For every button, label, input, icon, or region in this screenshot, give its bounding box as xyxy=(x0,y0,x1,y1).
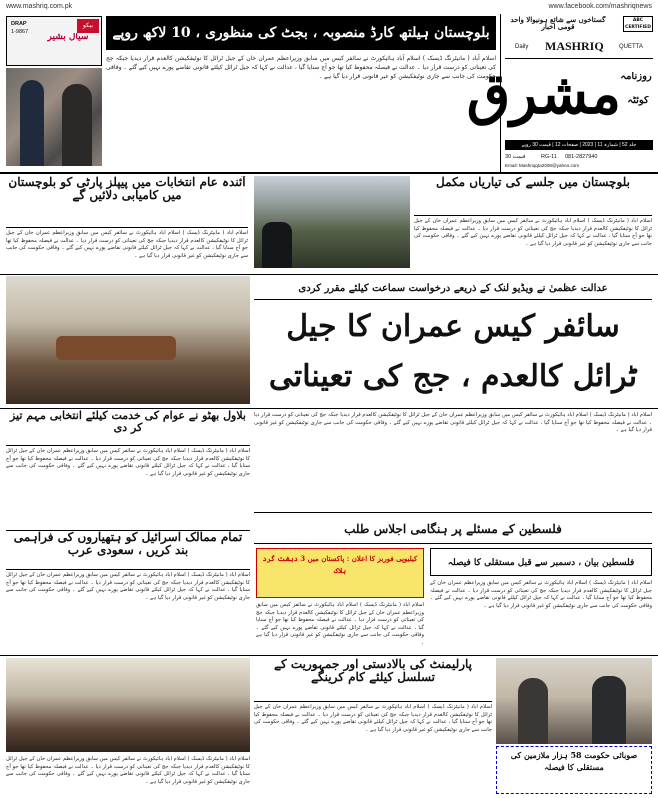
main-lead-headline: عدالت عظمیٰ نے ویڈیو لنک کے ذریعے درخواست سماعت کیلئے مقرر کردی xyxy=(254,278,652,300)
bottom-right-headline: صوبائی حکومت 58 ہزار ملازمین کی مستقلی کا فیصلہ xyxy=(496,746,652,794)
mid-lower-headline-2: پارلیمنٹ کی بالادستی اور جمہوریت کے تسلسل کیلئے کام کرینگے xyxy=(254,658,492,702)
office-photo xyxy=(6,658,250,752)
ad-brand: سیال بشیر xyxy=(47,33,89,42)
top-story-body: اسلام آباد ( مانیٹرنگ ڈیسک ) اسلام آباد ہائیکورٹ نے سائفر کیس میں سابق وزیراعظم عمران خان کے جیل ٹرائل کا نوٹیفکیشن کالعدم قرار دیدیا جبکہ جج کی تعیناتی کو درست قرار دیا ۔ عدالت نے فیصلہ محفوظ کیا تھا جو آج سنایا گیا ، عدالت نے کہا کہ جیل ٹرائل کیلئے قانونی تقاضے پورے نہیں کیے گئے ۔ وفاقی حکومت کی جانب سے جاری نوٹیفکیشن کو غیر قانونی قرار دیا گیا ہے ۔ xyxy=(106,55,496,80)
alert-box: کیلیوپی فوربز کا اعلان : پاکستان میں 3 دہشت گرد ہلاک xyxy=(256,548,424,598)
mid-lower-headline: فلسطین کے مسئلے پر ہنگامی اجلاس طلب xyxy=(254,512,652,544)
left-lower-headline: بلاول بھٹو نے عوام کی خدمت کیلئے انتخابی مہم تیز کر دی xyxy=(6,410,250,446)
mid-body: اسلام آباد ( مانیٹرنگ ڈیسک ) اسلام آباد ہائیکورٹ نے سائفر کیس میں سابق وزیراعظم عمران خان کے جیل ٹرائل کا نوٹیفکیشن کالعدم قرار دیدیا جبکہ جج کی تعیناتی کو درست قرار دیا ۔ عدالت نے فیصلہ محفوظ کیا تھا جو آج سنایا گیا ، عدالت نے کہا کہ جیل ٹرائل کیلئے قانونی تقاضے پورے نہیں کیے گئے ۔ وفاقی حکومت کی جانب سے جاری نوٹیفکیشن کو غیر قانونی قرار دیا گیا ہے ۔ xyxy=(256,602,424,646)
meeting-table xyxy=(56,336,176,360)
ad-reg: 1-9867 xyxy=(11,29,29,35)
bottom-mid-body: اسلام آباد ( مانیٹرنگ ڈیسک ) اسلام آباد ہائیکورٹ نے سائفر کیس میں سابق وزیراعظم عمران خان کے جیل ٹرائل کا نوٹیفکیشن کالعدم قرار دیدیا جبکہ جج کی تعیناتی کو درست قرار دیا ۔ عدالت نے فیصلہ محفوظ کیا تھا جو آج سنایا گیا ، عدالت نے کہا کہ جیل ٹرائل کیلئے قانونی تقاضے پورے نہیں کیے گئے ۔ وفاقی حکومت کی جانب سے جاری نوٹیفکیشن کو غیر قانونی قرار دیا گیا ہے ۔ xyxy=(254,704,492,733)
email-label[interactable]: Email: Mashriqqta2008@yahoo.com xyxy=(505,163,580,168)
price-label: قیمت 30 xyxy=(505,154,526,160)
meeting-photo xyxy=(6,276,250,404)
prefix: روزنامہ xyxy=(620,72,652,82)
main-headline: سائفر کیس عمران کا جیل ٹرائل کالعدم ، جج کی تعیناتی xyxy=(268,309,638,394)
main-story-body: اسلام آباد ( مانیٹرنگ ڈیسک ) اسلام آباد ہائیکورٹ نے سائفر کیس میں سابق وزیراعظم عمران خان کے جیل ٹرائل کا نوٹیفکیشن کالعدم قرار دیدیا جبکہ جج کی تعیناتی کو درست قرار دیا ۔ عدالت نے فیصلہ محفوظ کیا تھا جو آج سنایا گیا ، عدالت نے کہا کہ جیل ٹرائل کیلئے قانونی تقاضے پورے نہیں کیے گئے ۔ وفاقی حکومت کی جانب سے جاری نوٹیفکیشن کو غیر قانونی قرار دیا گیا ہے ۔ xyxy=(254,412,652,434)
handshake-photo xyxy=(6,68,102,166)
english-daily: Daily xyxy=(515,44,529,50)
masthead-city: کوئٹہ xyxy=(627,96,649,106)
divider xyxy=(505,58,653,59)
left-lower-body: اسلام آباد ( مانیٹرنگ ڈیسک ) اسلام آباد ہائیکورٹ نے سائفر کیس میں سابق وزیراعظم عمران خان کے جیل ٹرائل کا نوٹیفکیشن کالعدم قرار دیدیا جبکہ جج کی تعیناتی کو درست قرار دیا ۔ عدالت نے فیصلہ محفوظ کیا تھا جو آج سنایا گیا ، عدالت نے کہا کہ جیل ٹرائل کیلئے قانونی تقاضے پورے نہیں کیے گئے ۔ وفاقی حکومت کی جانب سے جاری نوٹیفکیشن کو غیر قانونی قرار دیا گیا ہے ۔ xyxy=(6,448,250,477)
left-lower-headline-2: تمام ممالک اسرائیل کو ہتھیاروں کی فراہمی بند کریں ، سعودی عرب xyxy=(6,530,250,570)
leaders-photo xyxy=(496,658,652,744)
masthead xyxy=(466,14,656,172)
rally-photo xyxy=(254,176,410,268)
abc-badge: ABC CERTIFIED xyxy=(623,16,653,32)
left-mid-body: اسلام آباد ( مانیٹرنگ ڈیسک ) اسلام آباد ہائیکورٹ نے سائفر کیس میں سابق وزیراعظم عمران خان کے جیل ٹرائل کا نوٹیفکیشن کالعدم قرار دیدیا جبکہ جج کی تعیناتی کو درست قرار دیا ۔ عدالت نے فیصلہ محفوظ کیا تھا جو آج سنایا گیا ، عدالت نے کہا کہ جیل ٹرائل کیلئے قانونی تقاضے پورے نہیں کیے گئے ۔ وفاقی حکومت کی جانب سے جاری نوٹیفکیشن کو غیر قانونی قرار دیا گیا ہے ۔ xyxy=(6,230,248,259)
top-bar xyxy=(0,0,658,13)
right-mid-body: اسلام آباد ( مانیٹرنگ ڈیسک ) اسلام آباد ہائیکورٹ نے سائفر کیس میں سابق وزیراعظم عمران خان کے جیل ٹرائل کا نوٹیفکیشن کالعدم قرار دیدیا جبکہ جج کی تعیناتی کو درست قرار دیا ۔ عدالت نے فیصلہ محفوظ کیا تھا جو آج سنایا گیا ، عدالت نے کہا کہ جیل ٹرائل کیلئے قانونی تقاضے پورے نہیں کیے گئے ۔ وفاقی حکومت کی جانب سے جاری نوٹیفکیشن کو غیر قانونی قرار دیا گیا ہے ۔ xyxy=(414,218,652,247)
band-divider-3 xyxy=(0,408,658,409)
side-body: اسلام آباد ( مانیٹرنگ ڈیسک ) اسلام آباد ہائیکورٹ نے سائفر کیس میں سابق وزیراعظم عمران خان کے جیل ٹرائل کا نوٹیفکیشن کالعدم قرار دیدیا جبکہ جج کی تعیناتی کو درست قرار دیا ۔ عدالت نے فیصلہ محفوظ کیا تھا جو آج سنایا گیا ، عدالت نے کہا کہ جیل ٹرائل کیلئے قانونی تقاضے پورے نہیں کیے گئے ۔ وفاقی حکومت کی جانب سے جاری نوٹیفکیشن کو غیر قانونی قرار دیا گیا ہے ۔ xyxy=(430,580,652,609)
english-city: QUETTA xyxy=(619,44,643,50)
english-name: MASHRIQ xyxy=(545,39,604,53)
tagline: گستاخوں سے شائع ہونیوالا واحد قومی اخبار xyxy=(510,16,606,31)
band-divider xyxy=(0,172,658,174)
left-lower-body-2: اسلام آباد ( مانیٹرنگ ڈیسک ) اسلام آباد ہائیکورٹ نے سائفر کیس میں سابق وزیراعظم عمران خان کے جیل ٹرائل کا نوٹیفکیشن کالعدم قرار دیدیا جبکہ جج کی تعیناتی کو درست قرار دیا ۔ عدالت نے فیصلہ محفوظ کیا تھا جو آج سنایا گیا ، عدالت نے کہا کہ جیل ٹرائل کیلئے قانونی تقاضے پورے نہیں کیے گئے ۔ وفاقی حکومت کی جانب سے جاری نوٹیفکیشن کو غیر قانونی قرار دیا گیا ہے ۔ xyxy=(6,572,250,601)
website-link[interactable]: www.mashriq.com.pk xyxy=(6,3,73,10)
person-right xyxy=(62,84,92,166)
top-headline: بلوچستان ہیلتھ کارڈ منصوبہ ، بجٹ کی منظوری ، 10 لاکھ روپے xyxy=(106,16,496,50)
ad-title: DRAP xyxy=(11,21,27,27)
masthead-title: مشرق xyxy=(466,61,621,127)
leader-left xyxy=(518,678,548,744)
issue-line: جلد 52 | شمارہ 11 | 2023 | صفحات 12 | قیمت 30 روپے xyxy=(505,140,653,150)
person-left xyxy=(20,80,44,166)
facebook-link[interactable]: www.facebook.com/mashriqnews xyxy=(548,3,652,10)
phone-label: 081-2827940 xyxy=(565,154,598,160)
right-mid-headline: بلوچستان میں جلسے کی تیاریاں مکمل xyxy=(414,176,652,216)
bottom-left-body: اسلام آباد ( مانیٹرنگ ڈیسک ) اسلام آباد ہائیکورٹ نے سائفر کیس میں سابق وزیراعظم عمران خان کے جیل ٹرائل کا نوٹیفکیشن کالعدم قرار دیدیا جبکہ جج کی تعیناتی کو درست قرار دیا ۔ عدالت نے فیصلہ محفوظ کیا تھا جو آج سنایا گیا ، عدالت نے کہا کہ جیل ٹرائل کیلئے قانونی تقاضے پورے نہیں کیے گئے ۔ وفاقی حکومت کی جانب سے جاری نوٹیفکیشن کو غیر قانونی قرار دیا گیا ہے ۔ xyxy=(6,756,250,785)
speaker xyxy=(262,222,292,268)
band-divider-2 xyxy=(0,274,658,275)
band-divider-4 xyxy=(0,655,658,656)
ad-red-badge: بیکو xyxy=(77,19,99,33)
reg-label: RG-11 xyxy=(541,154,557,160)
left-mid-headline: آئندہ عام انتخابات میں پیپلز پارٹی کو بلوچستان میں کامیابی دلائیں گے xyxy=(6,176,248,228)
side-box: فلسطین بیان ، دسمبر سے قبل مستقلی کا فیصلہ xyxy=(430,548,652,576)
drap-ad xyxy=(6,16,102,66)
leader-right xyxy=(592,676,626,744)
